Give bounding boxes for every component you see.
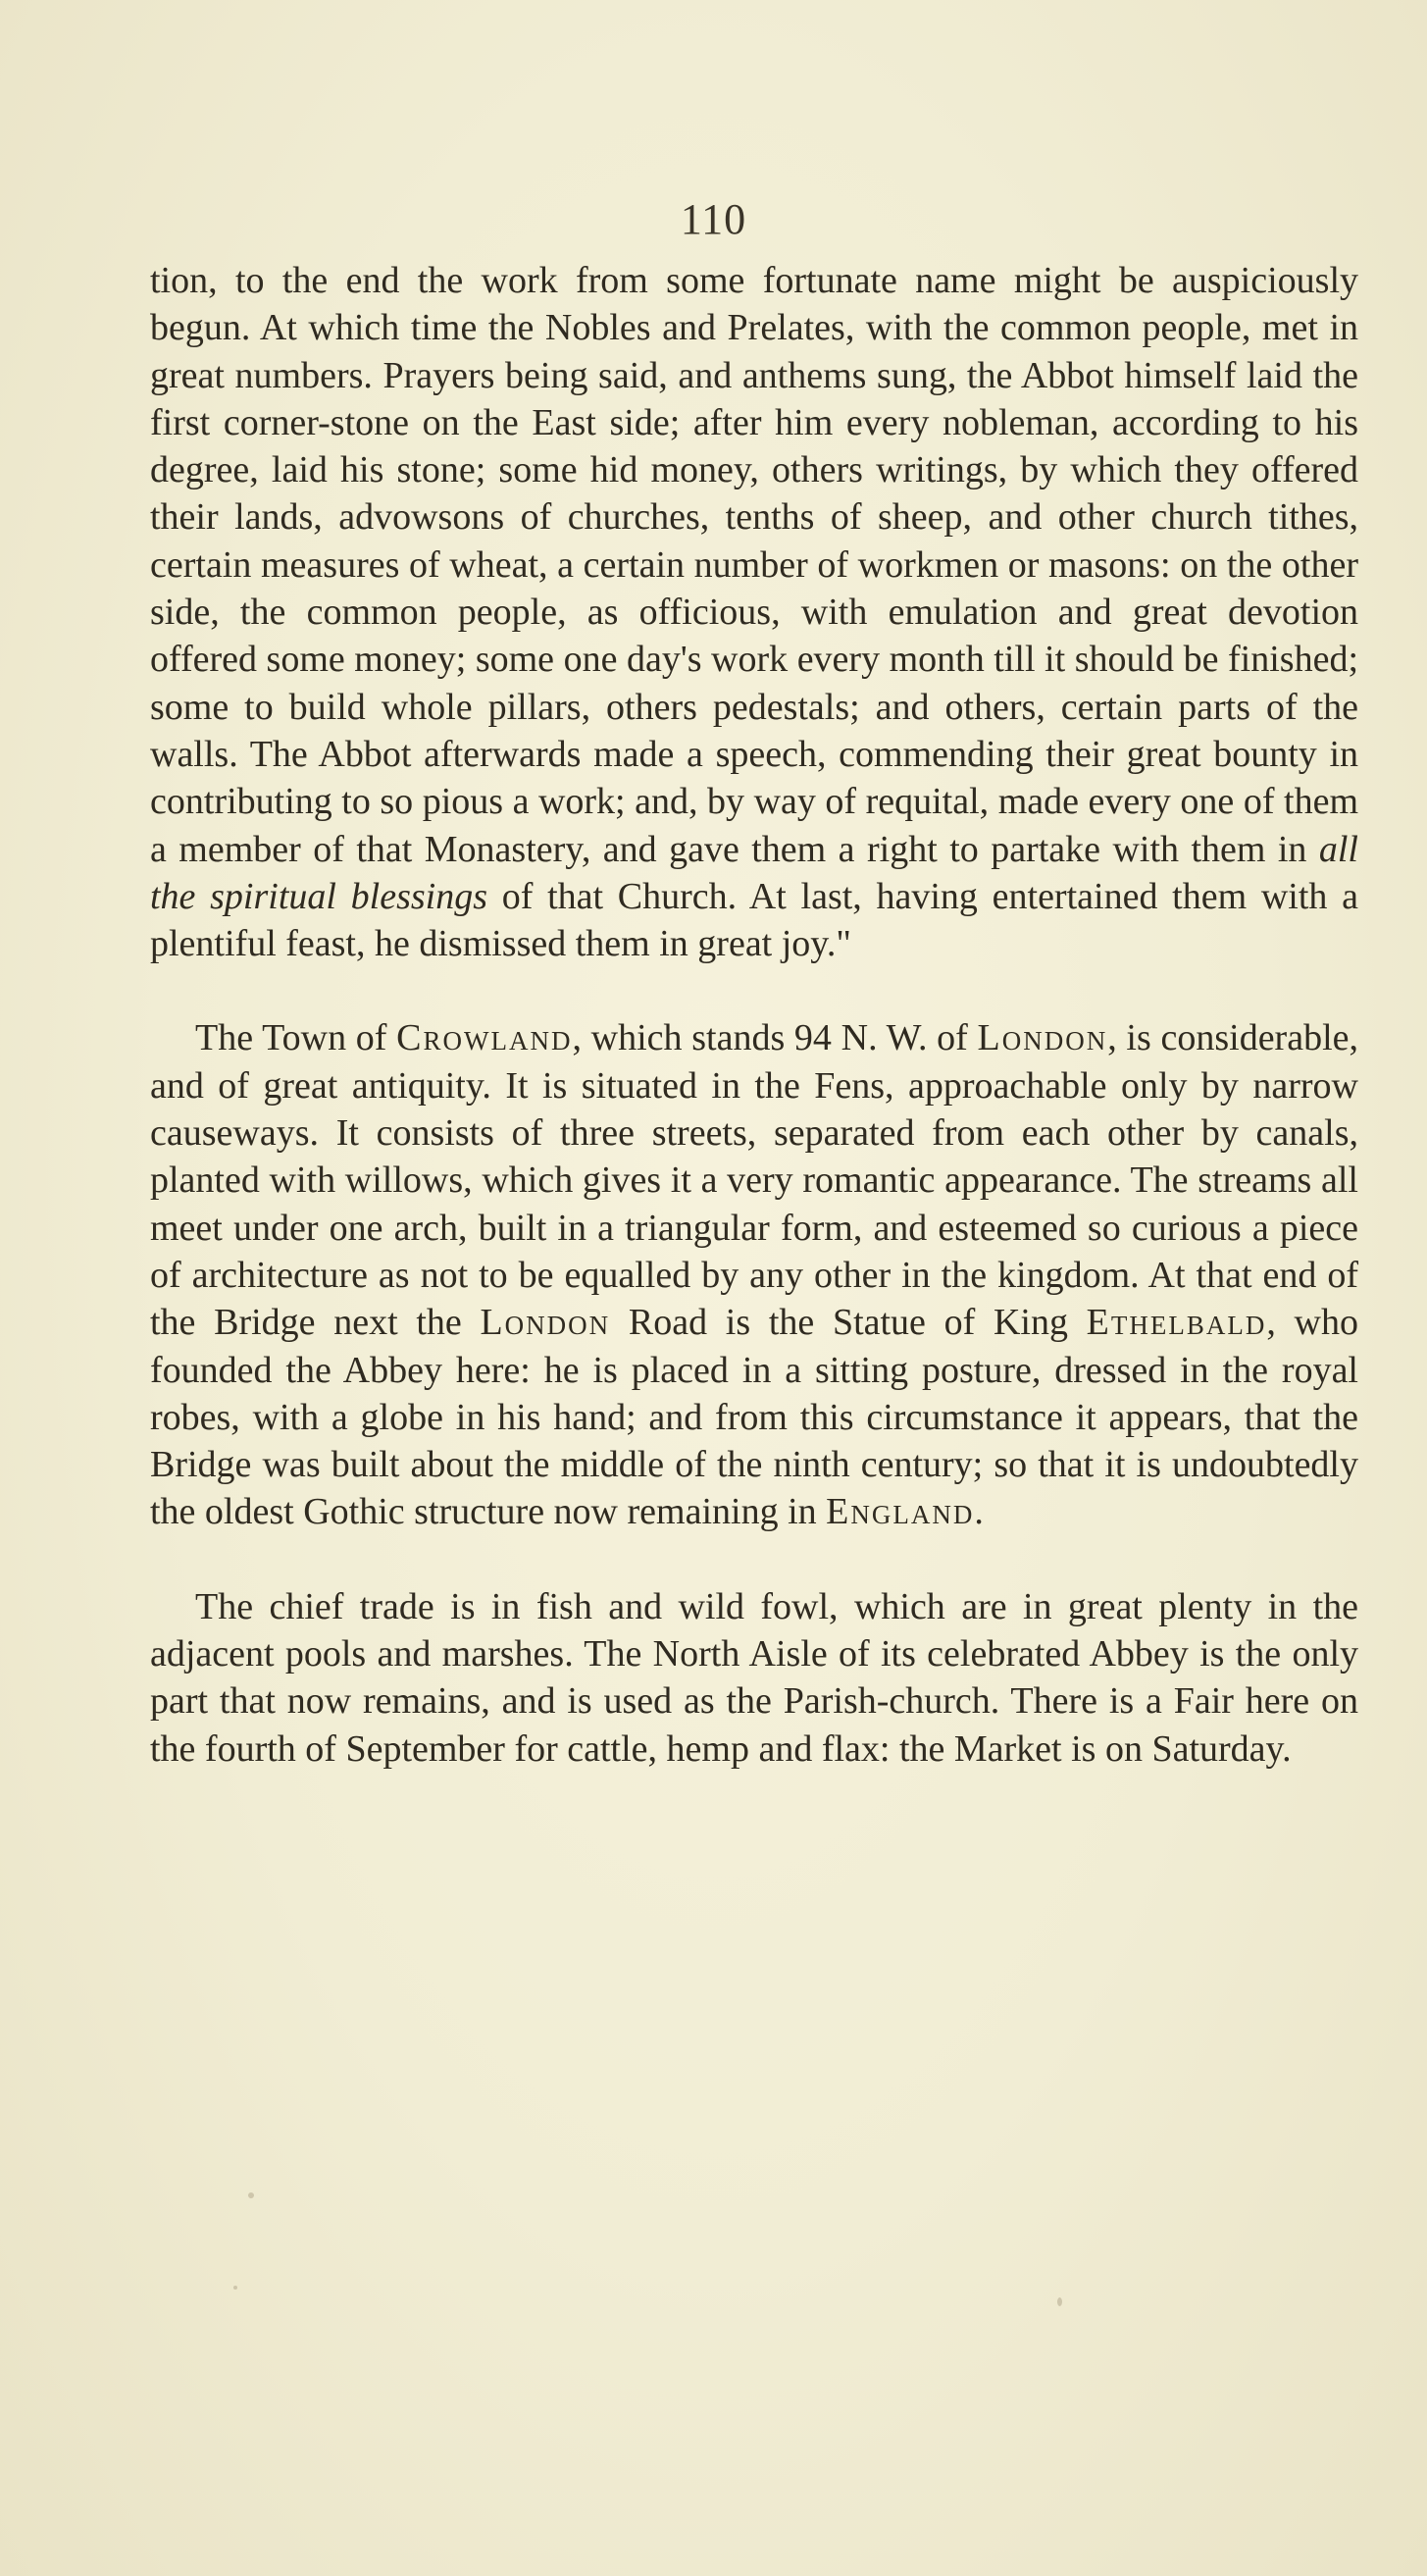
paragraph-town-of-crowland [150,1014,1358,1535]
paper-speck [1057,2297,1062,2306]
italic-phrase: all the spiritual blessings [150,828,1358,917]
page-number: 110 [680,195,747,243]
person-name-ethelbald: Ethelbald [1086,1302,1267,1344]
paragraph-2-text-e: , who founded the Abbey here: he is placed in a sitting posture, dressed in the royal robes, with a globe in his hand; and from this circumstance it appears, that the Bridge was built about the middle of the ninth century; so that it is undoubtedly the oldest Gothic structure now remaining in [150,1302,1358,1533]
place-name-london-road: London [480,1302,611,1344]
paragraph-2-text-d: Road is the Statue of King [610,1302,1087,1344]
paragraph-1-text-b: of that Church. At last, having entertained them with a plentiful feast, he dismissed them in great joy." [150,875,1358,965]
place-name-crowland: Crowland [396,1017,573,1059]
paragraph-2-text-f: . [974,1491,984,1533]
paragraph-trade-and-market: The chief trade is in fish and wild fowl, which are in great plenty in the adjacent pools and marshes. The North Aisle of its celebrated Abbey is the only part that now remains, and is used as the Parish-church. There is a Fair here on the fourth of September for cattle, hemp and flax: the Market is on Saturday. [150,1585,1358,1770]
paper-speck [233,2286,237,2290]
place-name-england: England [826,1491,975,1533]
paragraph-2-text-b: , which stands 94 N. W. of [572,1017,978,1059]
page-body [150,257,1358,1773]
paragraph-2-text-c: , is considerable, and of great antiquity. It is situated in the Fens, approachable only by narrow causeways. It consists of three streets, separated from each other by canals, planted with willows, which gives it a very romantic appearance. The streams all meet under one arch, built in a triangular form, and esteemed so curious a piece of architecture as not to be equalled by any other in the kingdom. At that end of the Bridge next the [150,1017,1358,1344]
paper-speck [248,2192,254,2198]
paragraph-1-text-a: tion, to the end the work from some fortunate name might be auspiciously begun. At which time the Nobles and Prelates, with the common people, met in great numbers. Prayers being said, and anthems sung, the Abbot himself laid the first corner-stone on the East side; after him every nobleman, according to his degree, laid his stone; some hid money, others writings, by which they offered their lands, advowsons of churches, tenths of sheep, and other church tithes, certain measures of wheat, a certain number of workmen or masons: on the other side, the common people, as officious, with emulation and great devotion offered some money; some one day's work every month till it should be finished; some to build whole pillars, others pedestals; and others, certain parts of the walls. The Abbot afterwards made a speech, commending their great bounty in contributing to so pious a work; and, by way of requital, made every one of them a member of that Monastery, and gave them a right to partake with them in [150,260,1358,870]
place-name-london: London [977,1017,1108,1059]
paragraph-abbey-foundation [150,257,1358,967]
paragraph-2-text-a: The Town of [195,1017,397,1059]
